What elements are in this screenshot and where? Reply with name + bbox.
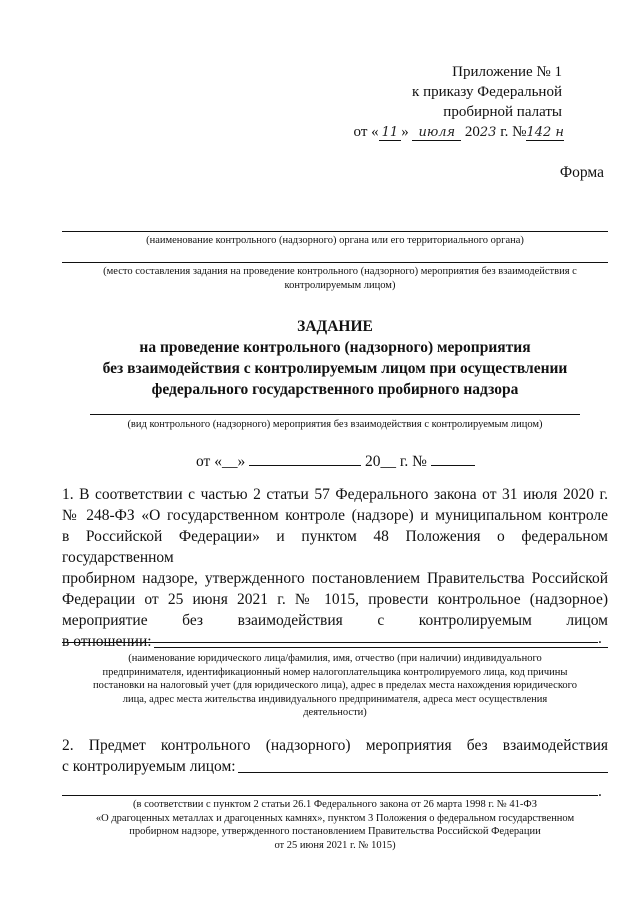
entity-line-2 (62, 642, 598, 643)
entity-blank-1 (154, 647, 608, 648)
para1-line-3: в Российской Федерации» и пунктом 48 Положения о федеральном государственном (62, 528, 608, 566)
month-blank (249, 465, 361, 466)
number-blank (431, 465, 475, 466)
law-note-line-4: от 25 июня 2021 г. № 1015) (274, 839, 396, 851)
kind-note: (вид контрольного (надзорного) мероприятия без взаимодействия с контролируемым лицом) (127, 419, 543, 430)
date-prefix: от « (353, 124, 379, 140)
para1-line-1: 1. В соответствии с частью 2 статьи 57 Федерального закона от 31 июля 2020 г. (62, 486, 608, 503)
subject-line-2 (62, 795, 598, 796)
date-mid: » (401, 124, 409, 140)
law-note-line-2: «О драгоценных металлах и драгоценных камнях», пунктом 3 Положения о федеральном государственном (95, 812, 575, 824)
year-prefix: 20 (464, 124, 480, 140)
handwritten-year: 23 (479, 125, 497, 140)
kind-line (90, 414, 580, 415)
appendix-line-3: пробирной палаты (443, 104, 562, 120)
paragraph-1 (62, 484, 608, 652)
entity-note-line-5: деятельности) (303, 707, 367, 718)
entity-note (62, 652, 608, 720)
handwritten-day: 11 (379, 125, 402, 141)
year-number-label: 20__ г. № (364, 453, 427, 470)
org-line (62, 231, 608, 232)
subject-line-dot: . (598, 783, 602, 800)
appendix-line-1: Приложение № 1 (452, 64, 562, 80)
entity-note-line-3: постановки на налоговый учет (для юридического лица), адрес в пределах места нахождения юридического (93, 680, 577, 691)
date-close: » (237, 453, 246, 470)
entity-note-line-4: лица, адрес места жительства индивидуального предпринимателя, адреса мест осуществления (122, 693, 548, 705)
para2-line-1: 2. Предмет контрольного (надзорного) мероприятия без взаимодействия (62, 737, 608, 754)
handwritten-month: июля (412, 125, 461, 141)
appendix-date-line (354, 122, 564, 143)
para1-in-relation: в отношении: (62, 633, 152, 650)
appendix-header (352, 62, 562, 143)
form-label: Форма (559, 164, 604, 181)
law-note-line-1: (в соответствии с пунктом 2 статьи 26.1 Федерального закона от 26 марта 1998 г. № 41-ФЗ (133, 799, 537, 810)
place-note: (место составления задания на проведение контрольного (надзорного) мероприятия без взаимодействия с контролируемым лицом) (103, 266, 577, 291)
title-line-1: ЗАДАНИЕ (297, 318, 373, 335)
law-note (62, 798, 608, 852)
title-line-3: без взаимодействия с контролируемым лицом при осуществлении (102, 360, 568, 377)
para2-subject-label: с контролируемым лицом: (62, 758, 236, 775)
entity-line-dot: . (598, 630, 602, 647)
para1-line-4: пробирном надзоре, утвержденного постановлением Правительства Российской (62, 570, 608, 587)
date-blank: __ (221, 453, 238, 470)
title-line-4: федерального государственного пробирного надзора (151, 381, 519, 398)
document-title (40, 316, 630, 400)
org-note: (наименование контрольного (надзорного) органа или его территориального органа) (146, 235, 524, 246)
para2-line-2 (62, 756, 608, 777)
appendix-line-2: к приказу Федеральной (412, 84, 562, 100)
entity-note-line-2: предпринимателя, идентификационный номер налогоплательщика контролируемого лица, код причины (102, 666, 568, 678)
para1-line-2: № 248-ФЗ «О государственном контроле (надзоре) и муниципальном контроле (62, 507, 608, 524)
number-label: г. № (500, 124, 527, 140)
para1-line-6: мероприятие без взаимодействия с контролируемым лицом (62, 612, 608, 629)
para1-line-5: Федерации от 25 июня 2021 г. № 1015, провести контрольное (надзорное) (62, 591, 608, 608)
law-note-line-3: пробирном надзоре, утвержденного постановлением Правительства Российской Федерации (129, 826, 541, 837)
date-number-line (196, 451, 475, 472)
paragraph-2 (62, 735, 608, 777)
title-line-2: на проведение контрольного (надзорного) мероприятия (139, 339, 531, 356)
date-from: от « (196, 453, 222, 470)
subject-blank-1 (238, 772, 608, 773)
place-line (62, 262, 608, 263)
entity-note-line-1: (наименование юридического лица/фамилия, имя, отчество (при наличии) индивидуального (128, 653, 542, 664)
handwritten-number: 142 н (526, 125, 564, 140)
